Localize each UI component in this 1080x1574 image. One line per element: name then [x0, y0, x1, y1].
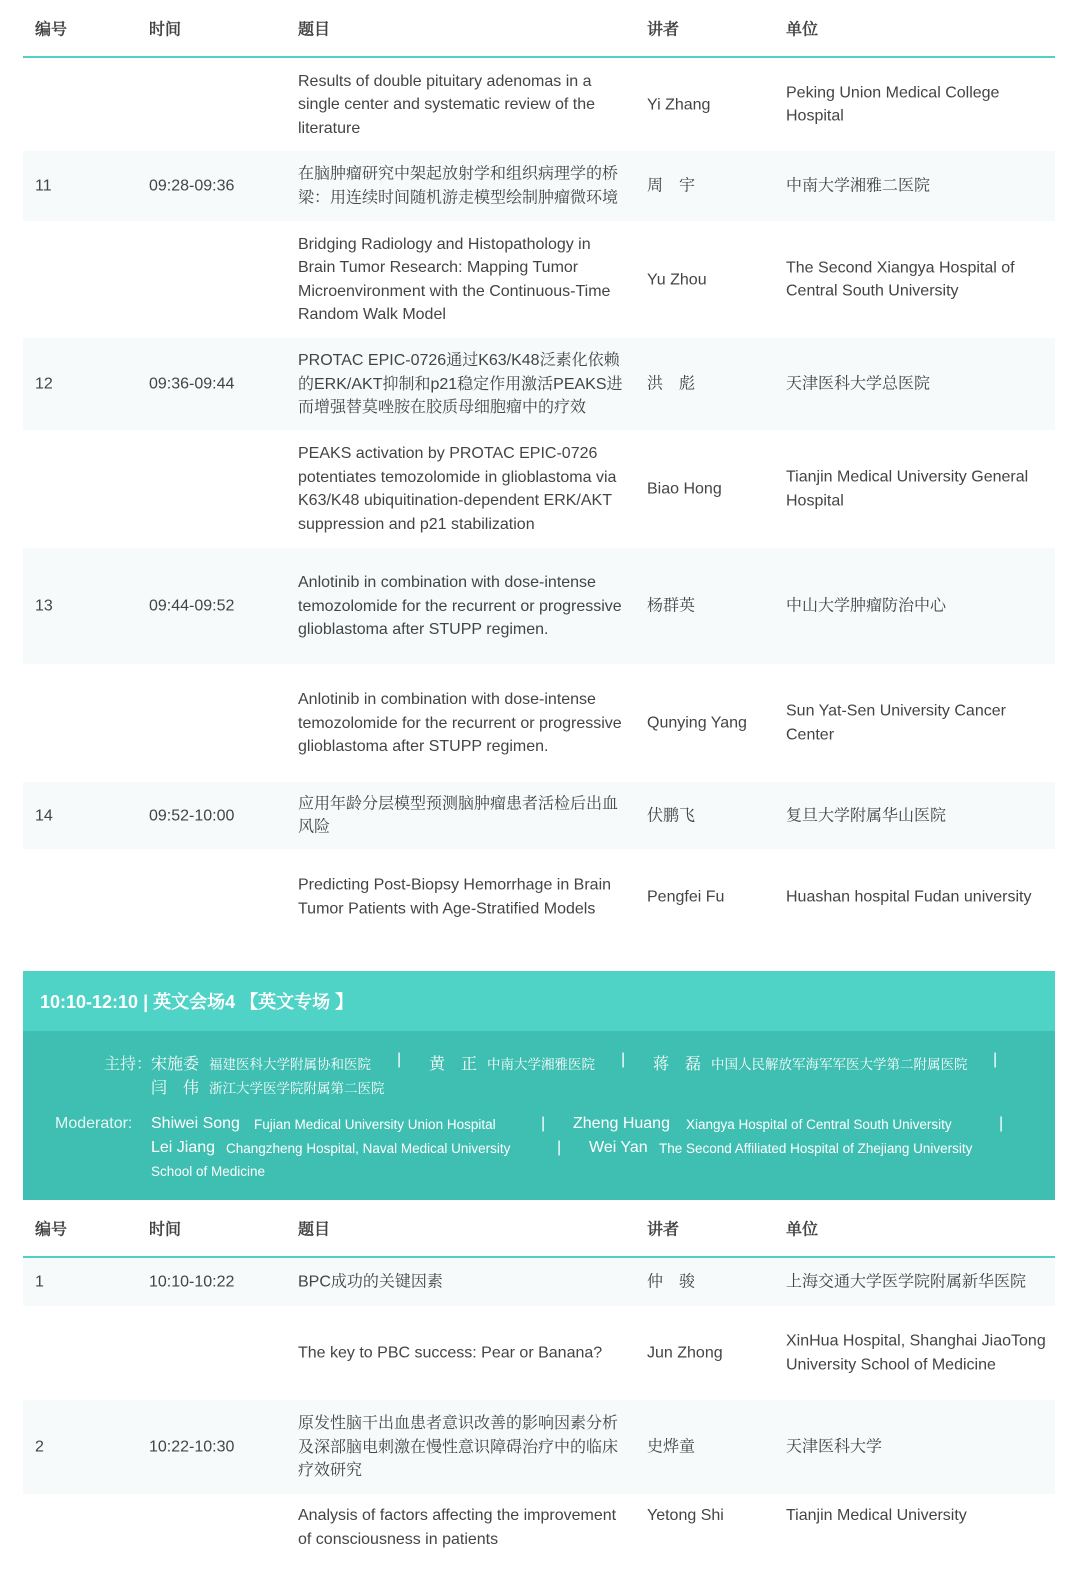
schedule-table-2	[23, 1200, 1055, 1574]
moderator-label: Moderator:	[55, 1115, 133, 1132]
table-row	[23, 1400, 1055, 1494]
table-row	[23, 221, 1055, 338]
table-row	[23, 548, 1055, 664]
row-time: 09:36-09:44	[149, 375, 235, 393]
row-title: Predicting Post-Biopsy Hemorrhage in Brain Tumor Patients with Age-Stratified Models	[298, 876, 612, 917]
table-row	[23, 1494, 1055, 1574]
table-row	[23, 151, 1055, 221]
row-speaker: Qunying Yang	[647, 714, 747, 732]
row-title: 在脑肿瘤研究中架起放射学和组织病理学的桥梁：用连续时间随机游走模型绘制肿瘤微环境	[298, 165, 619, 206]
header-unit: 单位	[786, 1221, 819, 1239]
table-header	[23, 1200, 1055, 1258]
separator: |	[541, 1115, 546, 1132]
row-speaker: Yi Zhang	[647, 95, 711, 113]
host-name: 黄 正	[429, 1056, 478, 1073]
row-unit: Sun Yat-Sen University Cancer Center	[786, 702, 1006, 743]
table-header	[23, 0, 1055, 58]
row-speaker: 周 宇	[647, 177, 696, 195]
moderator-org: Xiangya Hospital of Central South University	[686, 1117, 952, 1132]
table-row	[23, 782, 1055, 849]
header-speaker: 讲者	[647, 21, 680, 39]
row-title: 应用年龄分层模型预测脑肿瘤患者活检后出血风险	[298, 795, 619, 836]
row-title: PEAKS activation by PROTAC EPIC-0726 potentiates temozolomide in glioblastoma via K63/K48 ubiquitination-dependent ERK/AKT suppression and p21 stabilization	[298, 445, 617, 533]
row-time: 10:22-10:30	[149, 1438, 235, 1456]
row-unit: The Second Xiangya Hospital of Central South University	[786, 259, 1015, 300]
row-unit: 天津医科大学总医院	[786, 375, 931, 393]
row-no: 1	[35, 1273, 44, 1291]
row-no: 12	[35, 375, 53, 393]
row-title: Bridging Radiology and Histopathology in Brain Tumor Research: Mapping Tumor Microenvironment with the Continuous-Time Random Walk Model	[298, 235, 611, 323]
header-title: 题目	[298, 1221, 331, 1239]
session-heading: 10:10-12:10 | 英文会场4 【英文专场 】	[23, 971, 1055, 1031]
row-unit: 复旦大学附属华山医院	[786, 806, 947, 824]
moderator-org: Fujian Medical University Union Hospital	[254, 1117, 496, 1132]
session-banner	[23, 971, 1055, 1200]
row-speaker: 史烨童	[647, 1438, 696, 1456]
moderators-block	[23, 1031, 1055, 1200]
table-row	[23, 338, 1055, 430]
row-speaker: 杨群英	[647, 597, 696, 615]
row-unit: XinHua Hospital, Shanghai JiaoTong University School of Medicine	[786, 1332, 1046, 1373]
row-unit: Huashan hospital Fudan university	[786, 888, 1032, 906]
moderator-org: School of Medicine	[151, 1164, 266, 1179]
row-title: Anlotinib in combination with dose-intense temozolomide for the recurrent or progressive glioblastoma after STUPP regimen.	[298, 690, 622, 755]
row-unit: 天津医科大学	[786, 1438, 883, 1456]
host-org: 浙江大学医学院附属第二医院	[209, 1081, 385, 1096]
separator: |	[557, 1139, 562, 1156]
header-speaker: 讲者	[647, 1221, 680, 1239]
table-row	[23, 849, 1055, 945]
separator: |	[993, 1051, 998, 1068]
separator: |	[397, 1051, 402, 1068]
header-no: 编号	[35, 1221, 68, 1239]
table-row	[23, 1258, 1055, 1306]
row-time: 09:44-09:52	[149, 597, 235, 615]
host-name: 蒋 磊	[653, 1056, 702, 1073]
row-unit: Tianjin Medical University General Hospital	[786, 468, 1029, 509]
row-speaker: Yu Zhou	[647, 270, 707, 288]
row-title: PROTAC EPIC-0726通过K63/K48泛素化依赖的ERK/AKT抑制和p21稳定作用激活PEAKS进而增强替莫唑胺在胶质母细胞瘤中的疗效	[298, 351, 623, 416]
table-row	[23, 58, 1055, 151]
row-time: 10:10-10:22	[149, 1273, 235, 1291]
row-speaker: Biao Hong	[647, 480, 722, 498]
row-speaker: Pengfei Fu	[647, 888, 725, 906]
row-unit: Peking Union Medical College Hospital	[786, 84, 1000, 125]
header-time: 时间	[149, 21, 182, 39]
table-row	[23, 430, 1055, 548]
row-title: Results of double pituitary adenomas in a single center and systematic review of the literature	[298, 72, 596, 137]
host-label: 主持：	[104, 1056, 153, 1073]
row-speaker: Yetong Shi	[647, 1507, 724, 1524]
host-name: 宋施委	[151, 1056, 200, 1073]
moderator-name: Lei Jiang	[151, 1139, 216, 1156]
row-unit: 上海交通大学医学院附属新华医院	[786, 1273, 1027, 1291]
moderator-name: Shiwei Song	[151, 1115, 240, 1132]
schedule-table-1	[23, 0, 1055, 945]
row-title: The key to PBC success: Pear or Banana?	[298, 1344, 603, 1362]
moderator-org: The Second Affiliated Hospital of Zhejiang University	[659, 1141, 973, 1156]
row-time: 09:28-09:36	[149, 177, 235, 195]
row-unit: Tianjin Medical University	[786, 1507, 967, 1524]
moderator-name: Wei Yan	[589, 1139, 648, 1156]
row-speaker: Jun Zhong	[647, 1344, 723, 1362]
header-time: 时间	[149, 1221, 182, 1239]
row-no: 2	[35, 1438, 44, 1456]
row-speaker: 仲 骏	[647, 1273, 696, 1291]
row-speaker: 洪 彪	[647, 375, 696, 393]
table-row	[23, 1306, 1055, 1400]
row-unit: 中南大学湘雅二医院	[786, 177, 931, 195]
host-org: 中南大学湘雅医院	[487, 1057, 595, 1072]
header-no: 编号	[35, 21, 68, 39]
row-unit: 中山大学肿瘤防治中心	[786, 597, 947, 615]
host-org: 福建医科大学附属协和医院	[209, 1057, 371, 1072]
row-no: 13	[35, 597, 53, 615]
row-title: 原发性脑干出血患者意识改善的影响因素分析及深部脑电刺激在慢性意识障碍治疗中的临床疗效研究	[298, 1414, 619, 1479]
header-title: 题目	[298, 21, 331, 39]
host-org: 中国人民解放军海军军医大学第二附属医院	[711, 1057, 968, 1072]
row-title: Analysis of factors affecting the improvement of consciousness in patients	[298, 1507, 617, 1548]
table-row	[23, 664, 1055, 782]
row-title: BPC成功的关键因素	[298, 1273, 443, 1291]
row-title: Anlotinib in combination with dose-intense temozolomide for the recurrent or progressive glioblastoma after STUPP regimen.	[298, 573, 622, 638]
host-name: 闫 伟	[151, 1080, 200, 1097]
moderator-org: Changzheng Hospital, Naval Medical University	[226, 1141, 511, 1156]
separator: |	[621, 1051, 626, 1068]
moderator-name: Zheng Huang	[573, 1115, 670, 1132]
row-time: 09:52-10:00	[149, 806, 235, 824]
row-speaker: 伏鹏飞	[647, 806, 696, 824]
separator: |	[999, 1115, 1004, 1132]
header-unit: 单位	[786, 21, 819, 39]
row-no: 14	[35, 806, 53, 824]
row-no: 11	[35, 177, 52, 195]
